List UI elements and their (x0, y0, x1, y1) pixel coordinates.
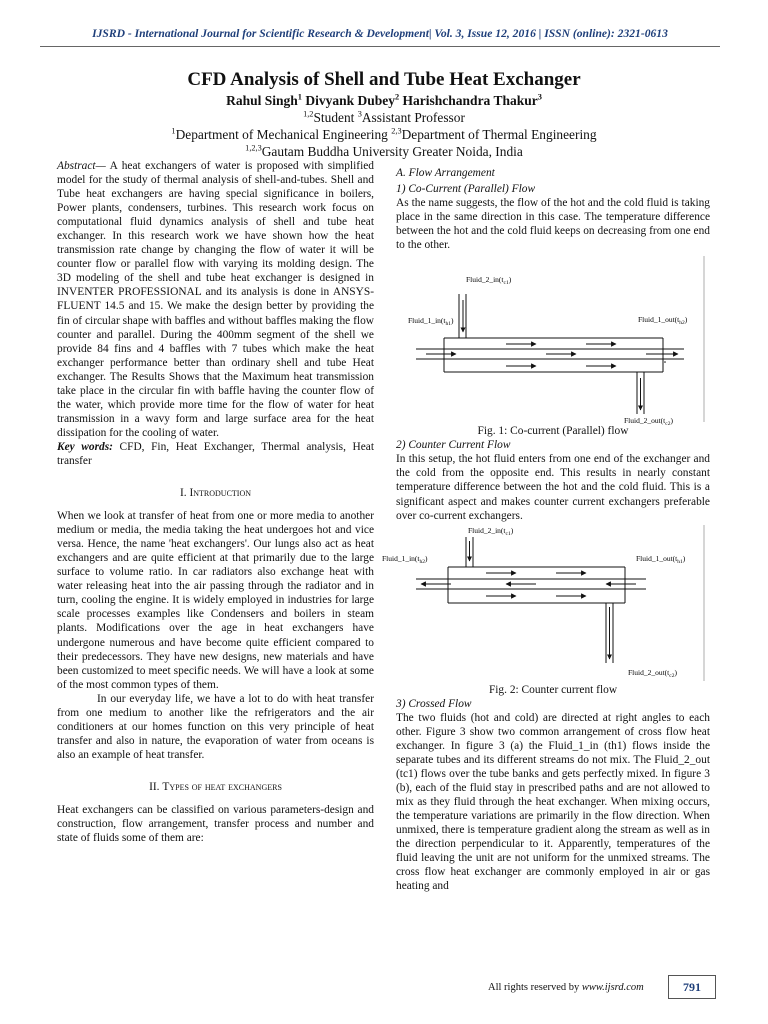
author-roles (0, 110, 768, 126)
intro-paragraph-2: In our everyday life, we have a lot to do with heat transfer from one medium to another like the refrigerators and the air conditioners at our homes function on this very principle of heat transfer and also in nature, the evaporation of water from oceans is also an example of heat transfer. (57, 692, 374, 761)
subsection-flow-arrangement: A. Flow Arrangement (396, 167, 495, 179)
figure-2 (382, 523, 710, 683)
role-sup: 3 (357, 109, 362, 119)
counter-paragraph: In this setup, the hot fluid enters from one end of the exchanger and the cold from the opposite end. This results in nearly constant temperature difference between the hot and the cold fluid. This is a significant aspect and makes counter current exchangers preferable over co-current exchangers. (396, 453, 710, 522)
role-sup: 1,2 (303, 109, 314, 119)
abstract-text: A heat exchangers of water is proposed with simplified model for the study of thermal analysis of shell-and-tubes. Shell and Tube heat exchangers are having special significance in boilers, Power plants, condensers, turbines. This research work focus on computational fluid dynamics analysis of shell and tube heat exchanger. In this research work we have shown how the heat transmission rate change by changing the flow of water it will be counter flow or parallel flow with varying its molding design. The 3D modeling of the shell and tube heat exchanger is designed in INVENTER PROFESSIONAL and its analysis is done in ANSYS-FLUENT 14.5 and 15. We make the design better by providing the fin of circular shape with baffles and without baffles making the flow counter and parallel. During the 400mm segment of the shell we provide 84 fins and 4 baffles with 7 tubes which make the heat exchanger performance better than ordinary shell and tube Heat exchanger. The Results Shows that the Maximum heat transmission take place in the circular fin with baffle having the counter flow of the water, which provide more time for the flow of water for heat transmission in a wavy form and large surface area for the heat dissipation for the cooling of water. (57, 160, 374, 439)
page-number: 791 (668, 975, 716, 999)
author-line (0, 93, 768, 109)
abstract-label: Abstract— (57, 160, 106, 172)
left-column (57, 159, 374, 845)
subsection-crossed: 3) Crossed Flow (396, 697, 472, 710)
section-heading-introduction (57, 486, 374, 500)
keywords-label: Key words: (57, 440, 113, 453)
author-name: Rahul Singh (226, 93, 298, 108)
fig1-label-fluid1-in: $Fluid\_1\_in(t_{h1})$ (408, 316, 454, 328)
fig1-label-fluid2-out: $Fluid\_2\_out(t_{c2})$ (624, 416, 673, 428)
paper-title: CFD Analysis of Shell and Tube Heat Exchanger (187, 69, 581, 90)
figure-1-caption: Fig. 1: Co-current (Parallel) flow (477, 425, 629, 438)
section-title: Introduction (189, 487, 252, 500)
types-paragraph: Heat exchangers can be classified on various parameters-design and construction, flow arrangement, transfer process and number and state of fluids some of them are: (57, 803, 374, 845)
author-sup: 2 (394, 92, 400, 102)
univ-sup: 1,2,3 (245, 143, 262, 153)
fig2-label-fluid2-in: $Fluid\_2\_in(t_{c1})$ (468, 525, 514, 537)
dept-mechanical: Department of Mechanical Engineering (175, 127, 392, 142)
counter-flow-diagram (382, 523, 710, 683)
right-column (382, 166, 710, 893)
role-professor: Assistant Professor (361, 110, 465, 125)
footer-rights (488, 982, 644, 993)
fig1-label-fluid2-in: $Fluid\_2\_in(t_{c1})$ (466, 275, 512, 287)
intro-paragraph-1: When we look at transfer of heat from one or more media to another medium or media, the media taking the heat undergoes hot and vice versa. Hence, the name 'heat exchangers'. Our lungs also act as heat exchangers and are quite efficient at that primarily due to the large surface to volume ratio. In car radiators also exchange heat with water releasing heat into the air passing through the radiator and in turn, cooling the engine. It is widely employed in industries for large scale processes examples like Condensers and boilers in steam plants. Modifications over the age in heat exchangers have undergone numerous and have become quite efficient compared to their predecessors. They have new designs, new materials and have been customized to meet specific needs. We will have a look at some of the most common types of them. (57, 510, 374, 691)
journal-header: IJSRD - International Journal for Scientific Research & Development| Vol. 3, Issue 12, 2016 | ISSN (online): 2321-0613 (92, 27, 668, 40)
author-sup: 3 (537, 92, 542, 102)
figure-2-caption: Fig. 2: Counter current flow (488, 683, 618, 696)
section-title: Types of heat exchangers (162, 780, 282, 793)
header-rule (40, 46, 720, 47)
fig2-label-fluid1-out: $Fluid\_1\_out(t_{h1})$ (636, 553, 686, 565)
dept-sup: 1 (171, 126, 176, 136)
cocurrent-paragraph: As the name suggests, the flow of the hot and the cold fluid is taking place in the same direction in this case. The temperature difference between the hot and the cold fluid keeps on decreasing from one end to the other. (396, 197, 710, 252)
university (0, 144, 768, 160)
fig2-label-fluid1-in: $Fluid\_1\_in(t_{h2})$ (382, 553, 428, 565)
figure-1 (396, 252, 710, 428)
section-number: II. (149, 780, 163, 793)
site-link[interactable]: www.ijsrd.com (581, 982, 644, 993)
dept-sup: 2,3 (391, 126, 402, 136)
rights-text: All rights reserved by (488, 982, 582, 993)
section-number: I. (179, 487, 190, 500)
departments (0, 127, 768, 143)
role-student: Student (313, 110, 358, 125)
cocurrent-flow-diagram (396, 252, 710, 428)
section-heading-types (57, 780, 374, 794)
fig1-label-fluid1-out: $Fluid\_1\_out(t_{h2})$ (638, 315, 688, 327)
subsection-counter-current: 2) Counter Current Flow (396, 439, 511, 452)
author-name: Harishchandra Thakur (402, 93, 538, 108)
university-name: Gautam Buddha University Greater Noida, India (261, 144, 523, 159)
keywords (57, 440, 374, 468)
crossed-paragraph: The two fluids (hot and cold) are directed at right angles to each other. Figure 3 show two common arrangement of cross flow heat exchanger. In figure 3 (a) the Fluid_1_in (th1) flows inside the separate tubes and its different streams do not mix. The Fluid_2_out (tc1) flows over the tube banks and gets perfectly mixed. In figure 3 (b), each of the fluid stay in prescribed paths and are not allowed to mix as they fluid through the heat exchanger. When mixing occurs, the temperature variations are primarily in the flow direction. When unmixed, there is temperature gradient along the stream as well as in the direction perpendicular to it. Apparently, temperatures of the fluid leaving the unit are not uniform for the unmixed streams. The cross flow heat exchanger are commonly employed in air or gas heating and (396, 711, 710, 893)
keywords-text: CFD, Fin, Heat Exchanger, Thermal analysis, Heat transfer (57, 440, 374, 467)
subsection-cocurrent: 1) Co-Current (Parallel) Flow (396, 183, 536, 196)
author-name: Divyank Dubey (305, 93, 395, 108)
author-sup: 1 (297, 92, 302, 102)
fig2-label-fluid2-out: $Fluid\_2\_out(t_{c2})$ (628, 667, 677, 679)
abstract (57, 159, 374, 440)
dept-thermal: Department of Thermal Engineering (401, 127, 597, 142)
